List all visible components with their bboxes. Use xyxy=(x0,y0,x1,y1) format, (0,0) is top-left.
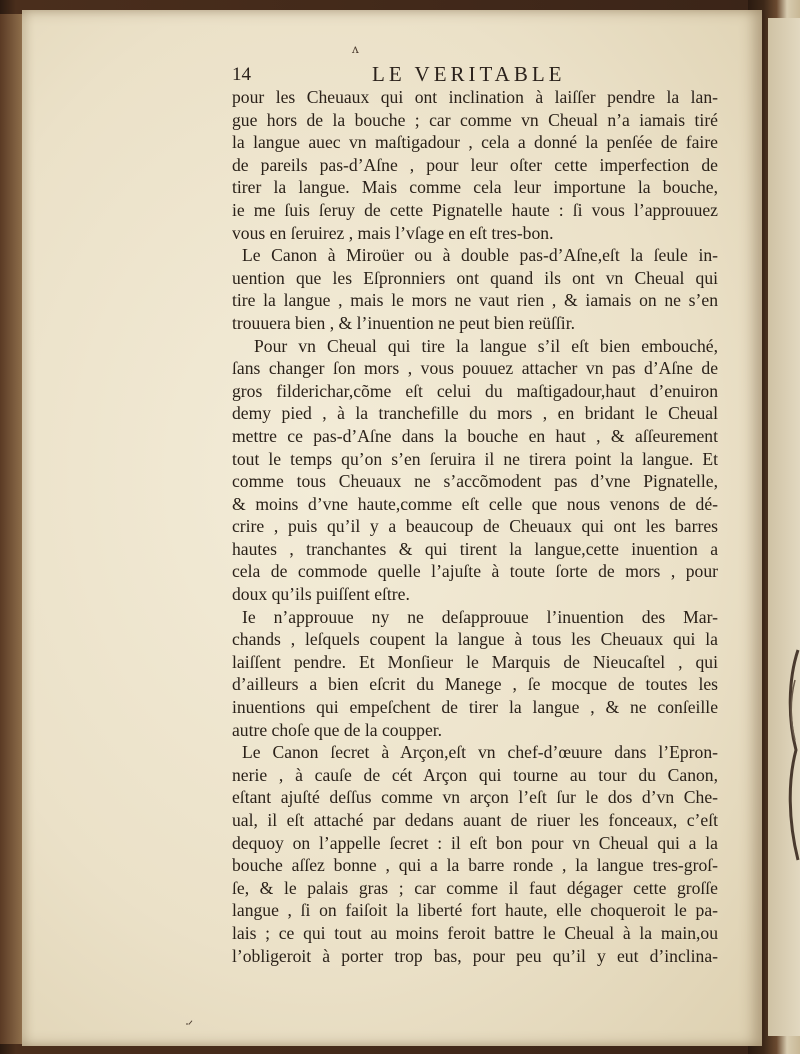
ink-speck-mark: ʌ xyxy=(352,42,359,56)
facing-page-bleed-through xyxy=(786,640,800,870)
text-line: chands , leſquels coupent la langue à tous les Cheuaux qui la xyxy=(232,629,718,650)
text-line: eſtant ajuſté deſſus comme vn arçon l’eſt ſur le dos d’vn Che- xyxy=(232,787,718,808)
text-line: tire la langue , mais le mors ne vaut rien , & iamais on ne s’en xyxy=(232,290,718,311)
text-line: d’ailleurs a bien eſcrit du Manege , ſe mocque de toutes les xyxy=(232,674,718,695)
text-line: uention que les Eſpronniers ont quand ils ont vn Cheual qui xyxy=(232,267,718,288)
text-line: laiſſent pendre. Et Monſieur le Marquis de Nieucaſtel , qui xyxy=(232,651,718,672)
page-header xyxy=(232,62,732,88)
text-line: demy pied , à la tranchefille du mors , en bridant le Cheual xyxy=(232,403,718,424)
text-line: crire , puis qu’il y a beaucoup de Cheuaux qui ont les barres xyxy=(232,516,718,537)
text-line: la langue auec vn maſtigadour , cela a donné la penſée de faire xyxy=(232,132,718,153)
text-line: tout le temps qu’on s’en ſeruira il ne tirera point la langue. Et xyxy=(232,448,718,469)
page-number: 14 xyxy=(232,64,251,85)
text-line: trouuera bien , & l’inuention ne peut bien reüſſir. xyxy=(232,312,575,333)
text-line: ſans changer ſon mors , vous pouuez attacher vn pas d’Aſne de xyxy=(232,358,718,379)
facing-page-edge xyxy=(768,18,800,1036)
text-line: l’obligeroit à porter trop bas, pour peu qu’il y eut d’inclina- xyxy=(232,945,718,966)
text-line: de pareils pas-d’Aſne , pour leur oſter cette imperfection de xyxy=(232,154,718,175)
text-line: Le Canon ſecret à Arçon,eſt vn chef-d’œuure dans l’Epron- xyxy=(242,742,718,763)
text-line: gros filderichar,cõme eſt celui du maſtigadour,haut d’enuiron xyxy=(232,380,718,401)
text-line: ie me ſuis ſeruy de cette Pignatelle haute : ſi vous l’approuuez xyxy=(232,199,718,220)
text-line: cela de commode quelle l’ajuſte à toute ſorte de mors , pour xyxy=(232,561,718,582)
text-line: inuentions qui empeſchent de tirer la langue , & ne conſeille xyxy=(232,697,718,718)
text-line: nerie , à cauſe de cét Arçon qui tourne au tour du Canon, xyxy=(232,764,718,785)
text-line: mettre ce pas-d’Aſne dans la bouche en haut , & aſſeurement xyxy=(232,425,718,446)
text-line: gue hors de la bouche ; car comme vn Cheual n’a iamais tiré xyxy=(232,109,718,130)
text-line: ual, il eſt attaché par dedans auant de riuer les fonceaux, c’eſt xyxy=(232,810,718,830)
text-line: comme tous Cheuaux ne s’accõmodent pas d’vne Pignatelle, xyxy=(232,471,718,492)
text-line: lais ; ce qui tout au moins feroit battre le Cheual à la main,ou xyxy=(232,922,718,943)
text-line: doux qu’ils puiſſent eſtre. xyxy=(232,584,410,605)
text-line: vous en ſeruirez , mais l’vſage en eſt tres-bon. xyxy=(232,222,554,243)
ink-speck-mark: ᠊ᐟ xyxy=(186,1018,194,1032)
text-line: ſe, & le palais gras ; car comme il faut dégager cette groſſe xyxy=(232,877,718,898)
text-line: pour les Cheuaux qui ont inclination à laiſſer pendre la lan- xyxy=(232,87,718,107)
running-head: LE VERITABLE xyxy=(372,62,566,86)
text-line: langue , ſi on faiſoit la liberté fort haute, elle choqueroit le pa- xyxy=(232,900,718,921)
text-line: hautes , tranchantes & qui tirent la langue,cette inuention a xyxy=(232,538,718,559)
text-line: dequoy on l’appelle ſecret : il eſt bon pour vn Cheual qui a la xyxy=(232,832,718,853)
bleed-ornament-icon xyxy=(786,640,800,870)
text-line: Pour vn Cheual qui tire la langue s’il eſt bien embouché, xyxy=(254,335,718,356)
text-line: autre choſe que de la coupper. xyxy=(232,719,443,740)
text-line: tirer la langue. Mais comme cela leur importune la bouche, xyxy=(232,177,718,198)
body-text xyxy=(232,86,718,967)
text-line: & moins d’vne haute,comme eſt celle que nous venons de dé- xyxy=(232,493,718,514)
text-line: Le Canon à Miroüer ou à double pas-d’Aſne,eſt la ſeule in- xyxy=(242,245,718,266)
text-line: bouche aſſez bonne , qui a la barre ronde , la langue tres-groſ- xyxy=(232,855,718,876)
text-line: Ie n’approuue ny ne deſapprouue l’inuention des Mar- xyxy=(242,606,718,627)
